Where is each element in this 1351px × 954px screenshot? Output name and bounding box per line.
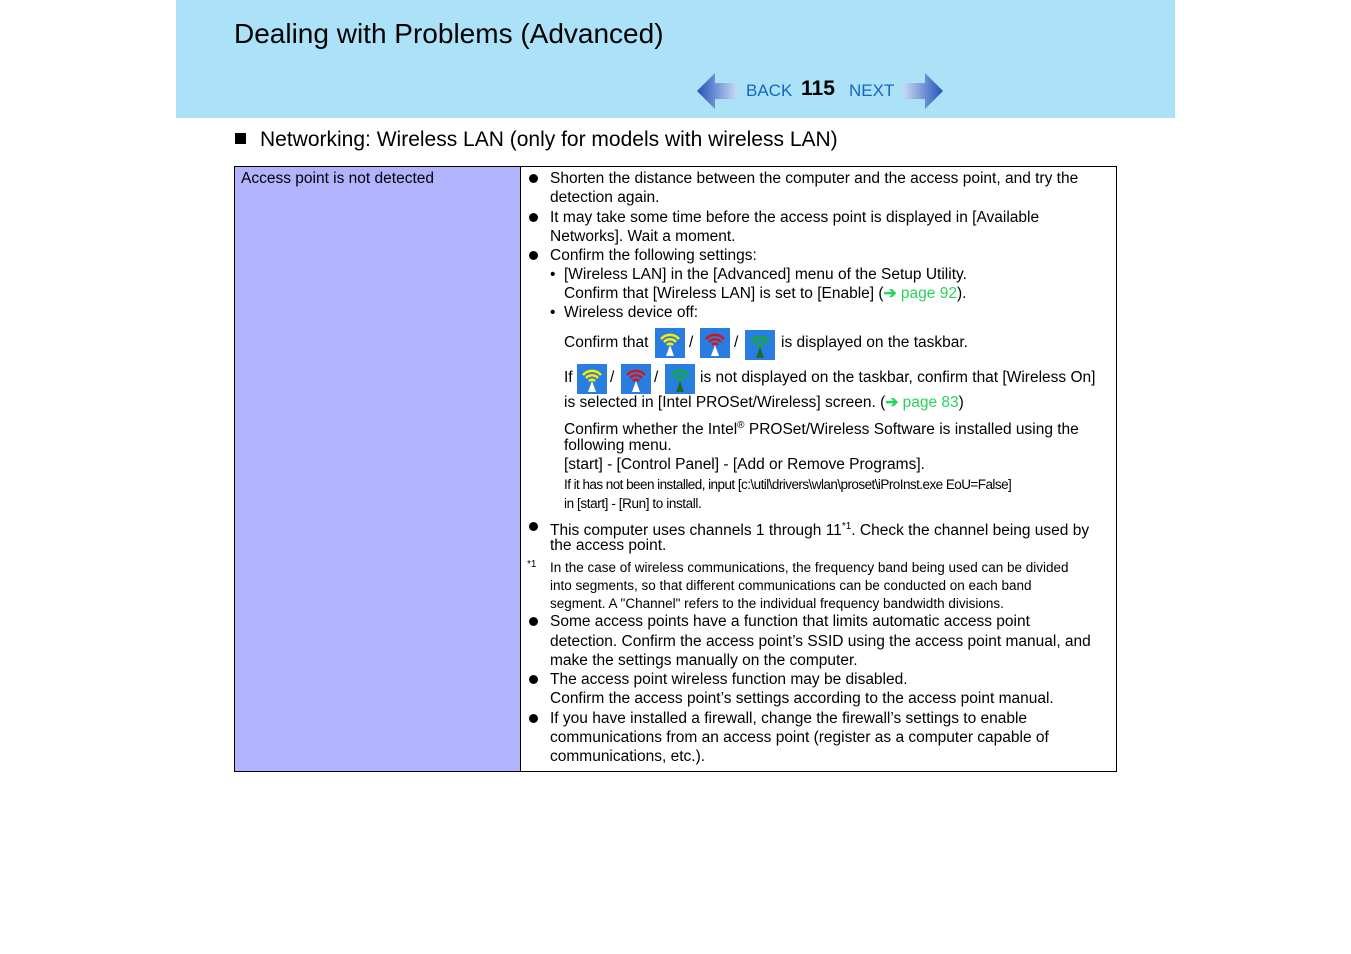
problem-cell [235,167,521,771]
sub-bullet-icon: • [550,266,556,283]
next-link[interactable]: NEXT [849,81,895,100]
solution-text-part: . Check the channel being used by [851,522,1090,540]
slash-text: / [610,369,615,386]
solution-text: communications from an access point (register as a computer capable of [550,729,1049,746]
footnote-text: segment. A "Channel" refers to the individual frequency bandwidth divisions. [550,596,1004,611]
wireless-yellow-icon [577,364,607,394]
square-bullet-icon [235,133,246,144]
solution-text: make the settings manually on the computer. [550,652,858,669]
wireless-green-icon [745,330,775,360]
page-83-link[interactable]: page 83 [902,394,959,411]
solution-text: [start] - [Control Panel] - [Add or Remove Programs]. [564,456,925,473]
back-link[interactable]: BACK [746,81,793,100]
solution-text: If it has not been installed, input [c:\util\drivers\wlan\proset\iProInst.exe EoU=False] [564,477,1012,492]
sub-bullet-icon: • [550,304,556,321]
slash-text: / [734,334,739,351]
wireless-red-icon [621,364,651,394]
back-arrow-icon[interactable] [697,72,737,110]
footnote-mark: *1 [527,559,537,570]
solution-text: The access point wireless function may be disabled. [550,671,908,688]
solution-text: detection again. [550,189,660,206]
solution-text: is displayed on the taskbar. [781,334,968,351]
solution-text [564,284,966,303]
solution-text-part: PROSet/Wireless Software is installed using the [744,421,1079,439]
solution-text [564,393,964,412]
solution-text: Networks]. Wait a moment. [550,228,736,245]
arrow-right-icon: ➔ [885,394,899,411]
wireless-yellow-icon [655,328,685,358]
solution-text: Confirm the following settings: [550,247,757,264]
bullet-dot-icon [529,174,538,183]
solution-text-part: Confirm that [Wireless LAN] is set to [Enable] ( [564,285,884,302]
page-number: 115 [801,77,835,100]
problem-text: Access point is not detected [241,170,435,187]
solution-text: Wireless device off: [564,304,699,321]
bullet-dot-icon [529,522,538,531]
solution-text-part: ) [958,394,964,411]
solution-text: It may take some time before the access point is displayed in [Available [550,209,1040,226]
solution-text-part: This computer uses channels 1 through 11 [550,522,842,540]
solution-text: Confirm that [564,334,649,351]
slash-text: / [654,369,659,386]
page-92-link[interactable]: page 92 [900,285,957,302]
solution-text: is not displayed on the taskbar, confirm that [Wireless On] [700,369,1096,386]
next-arrow-icon[interactable] [903,72,943,110]
wireless-green-icon [665,364,695,394]
solution-text: If [564,369,573,386]
section-heading [235,128,838,152]
arrow-right-icon: ➔ [883,285,897,302]
solution-text: Shorten the distance between the computer and the access point, and try the [550,170,1079,187]
solution-text-part: is selected in [Intel PROSet/Wireless] screen. ( [564,394,886,411]
troubleshooting-table [234,166,1117,772]
page-header [176,0,1175,118]
page-title: Dealing with Problems (Advanced) [234,18,664,49]
wireless-red-icon [700,328,730,358]
solution-text-part: Confirm whether the Intel [564,421,738,439]
solution-text-part: ). [956,285,967,302]
bullet-dot-icon [529,251,538,260]
solution-text: communications, etc.). [550,748,706,765]
solution-cell [521,167,1116,771]
footnote-text: into segments, so that different communications can be conducted on each band [550,578,1032,593]
solution-text: the access point. [550,537,667,554]
solution-text: [Wireless LAN] in the [Advanced] menu of the Setup Utility. [564,266,967,283]
solution-text: Some access points have a function that limits automatic access point [550,613,1030,630]
slash-text: / [689,334,694,351]
footnote-ref: *1 [841,521,852,532]
solution-text: detection. Confirm the access point’s SSID using the access point manual, and [550,633,1091,650]
solution-text: Confirm the access point’s settings according to the access point manual. [550,690,1054,707]
section-heading-text: Networking: Wireless LAN (only for models with wireless LAN) [260,128,838,151]
registered-mark: ® [737,420,745,431]
bullet-dot-icon [529,675,538,684]
bullet-dot-icon [529,617,538,626]
solution-text: in [start] - [Run] to install. [564,496,702,511]
footnote-text: In the case of wireless communications, the frequency band being used can be divided [550,560,1069,575]
solution-text: following menu. [564,437,672,454]
solution-text: If you have installed a firewall, change the firewall’s settings to enable [550,710,1028,727]
bullet-dot-icon [529,213,538,222]
bullet-dot-icon [529,714,538,723]
